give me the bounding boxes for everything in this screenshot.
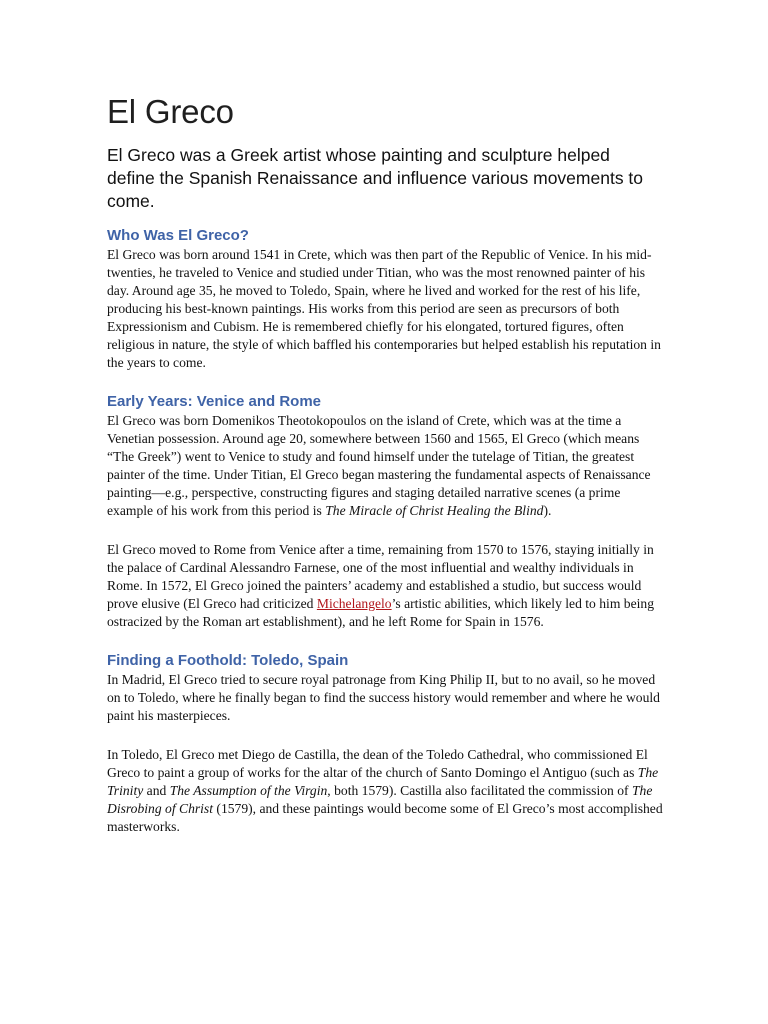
text-run: ’s artistic abilities, which likely led to him being ostracized by the Roman art establishment), and he left Rome for Spain in 1576.: [107, 596, 654, 629]
text-run: , both 1579). Castilla also facilitated the commission of: [327, 783, 632, 798]
page-title: El Greco: [107, 93, 234, 130]
text-run: (1579), and these paintings would become some of El Greco’s most accomplished masterworks.: [107, 801, 663, 834]
paragraph-toledo-2: [107, 746, 663, 836]
paragraph-early-years-2: [107, 541, 663, 631]
spacer: [107, 372, 663, 392]
text-run: In Toledo, El Greco met Diego de Castilla, the dean of the Toledo Cathedral, who commissioned El Greco to paint a group of works for the altar of the church of Santo Domingo el Antiguo (such as: [107, 747, 648, 780]
artwork-title: The Miracle of Christ Healing the Blind: [325, 503, 544, 518]
text-run: and: [143, 783, 170, 798]
paragraph-toledo-1: In Madrid, El Greco tried to secure royal patronage from King Philip II, but to no avail, so he moved on to Toledo, where he finally began to find the success history would remember and where he would paint his masterpieces.: [107, 672, 660, 723]
paragraph-who-was: El Greco was born around 1541 in Crete, which was then part of the Republic of Venice. In his mid-twenties, he traveled to Venice and studied under Titian, who was the most renowned painter of his day. Around age 35, he moved to Toledo, Spain, where he lived and worked for the rest of his life, producing his best-known paintings. His works from this period are seen as precursors of both Expressionism and Cubism. He is remembered chiefly for his elongated, tortured figures, often religious in nature, the style of which baffled his contemporaries but helped establish his reputation in the years to come.: [107, 247, 661, 370]
text-run: El Greco was born Domenikos Theotokopoulos on the island of Crete, which was at the time a Venetian possession. Around age 20, somewhere between 1560 and 1565, El Greco (which means “The Greek”) went to Venice to study and found himself under the tutelage of Titian, the greatest painter of the time. Under Titian, El Greco began mastering the fundamental aspects of Renaissance painting—e.g., perspective, constructing figures and staging detailed narrative scenes (a prime example of his work from this period is: [107, 413, 651, 518]
section-heading-who-was: Who Was El Greco?: [107, 227, 249, 244]
text-run: El Greco moved to Rome from Venice after a time, remaining from 1570 to 1576, staying initially in the palace of Cardinal Alessandro Farnese, one of the most influential and wealthy individuals in Rome. In 1572, El Greco joined the painters’ academy and established a studio, but success would prove elusive (El Greco had criticized: [107, 542, 654, 611]
article-body: [107, 90, 663, 836]
paragraph-early-years-1: [107, 412, 663, 520]
section-heading-early-years: Early Years: Venice and Rome: [107, 393, 322, 410]
section-heading-toledo: Finding a Foothold: Toledo, Spain: [107, 652, 349, 669]
artwork-title: The Assumption of the Virgin: [169, 783, 328, 798]
michelangelo-link[interactable]: Michelangelo: [316, 596, 392, 611]
page-subtitle: El Greco was a Greek artist whose painting and sculpture helped define the Spanish Renaissance and influence various movements to come.: [107, 145, 644, 211]
artwork-title: The Disrobing of Christ: [107, 783, 653, 816]
spacer: [107, 631, 663, 651]
spacer: [107, 725, 663, 746]
artwork-title: The Trinity: [107, 765, 659, 798]
spacer: [107, 520, 663, 541]
text-run: ).: [543, 503, 552, 518]
